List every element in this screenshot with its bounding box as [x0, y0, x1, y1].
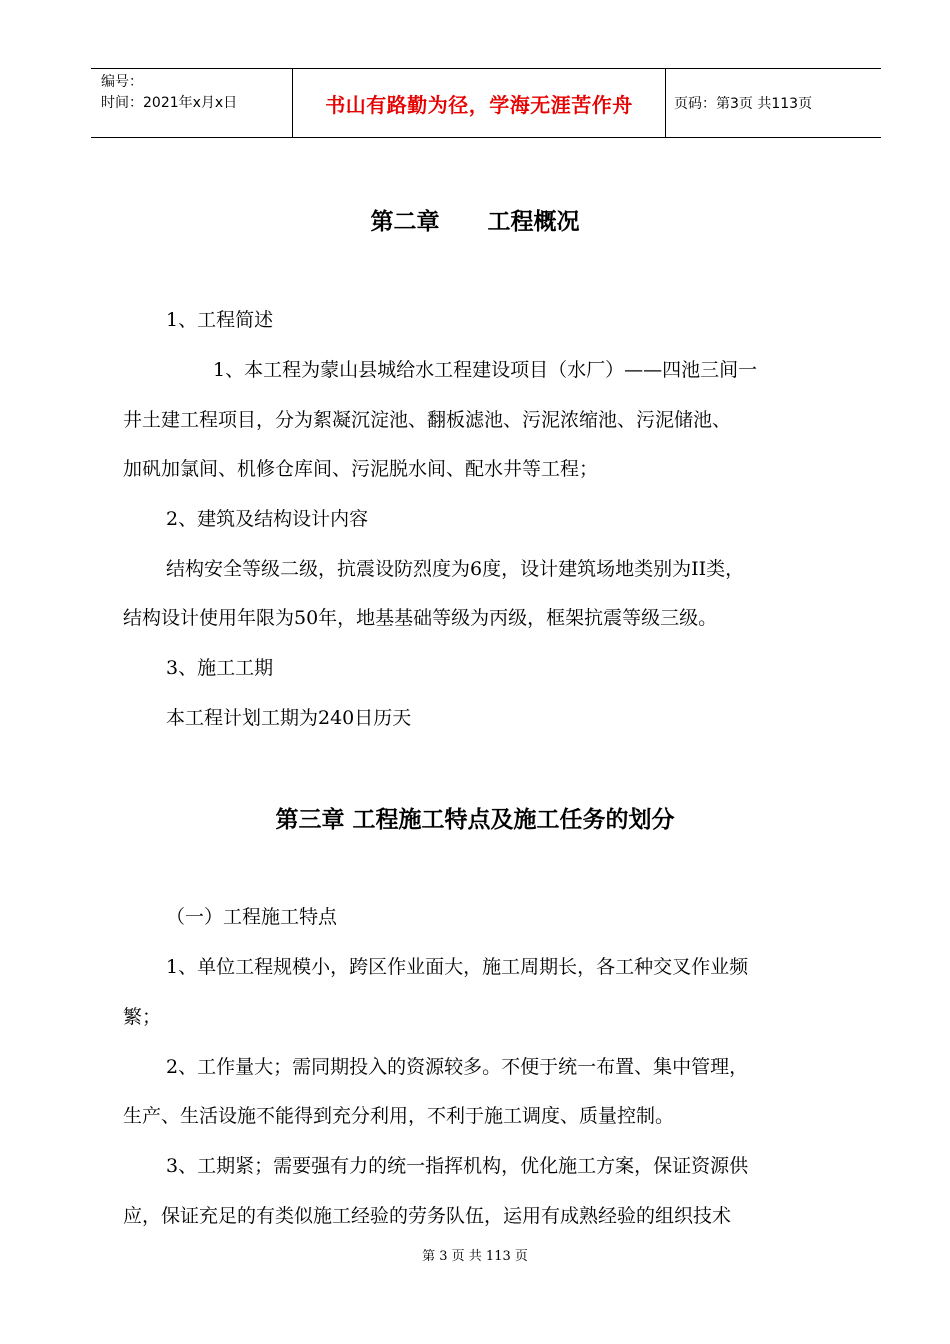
page-header: [91, 68, 881, 138]
page-footer: 第 3 页 共 113 页: [422, 1249, 528, 1264]
paragraph-line: 1、本工程为蒙山县城给水工程建设项目（水厂）——四池三间一: [213, 359, 758, 381]
chapter3-title: 第三章 工程施工特点及施工任务的划分: [275, 807, 675, 833]
paragraph-line: 2、工作量大；需同期投入的资源较多。不便于统一布置、集中管理，: [166, 1056, 749, 1078]
paragraph-line: 繁；: [123, 1006, 162, 1028]
paragraph-line: 3、工期紧；需要强有力的统一指挥机构，优化施工方案，保证资源供: [166, 1155, 749, 1177]
paragraph-line: 加矾加氯间、机修仓库间、污泥脱水间、配水井等工程；: [123, 458, 599, 480]
paragraph-line: 应，保证充足的有类似施工经验的劳务队伍，运用有成熟经验的组织技术: [123, 1205, 732, 1227]
section2-heading: 2、建筑及结构设计内容: [166, 508, 369, 530]
header-meta: [91, 69, 293, 137]
chapter2-title-number: 第二章: [370, 209, 440, 235]
paragraph-line: 结构设计使用年限为50年，地基基础等级为丙级，框架抗震等级三级。: [123, 607, 718, 629]
section3-heading: 3、施工工期: [166, 657, 274, 679]
chapter2-title: [0, 203, 950, 236]
paragraph-line: 1、单位工程规模小，跨区作业面大，施工周期长，各工种交叉作业频: [166, 956, 749, 978]
paragraph-line: 结构安全等级二级，抗震设防烈度为6度，设计建筑场地类别为II类，: [166, 558, 745, 580]
paragraph-line: 本工程计划工期为240日历天: [166, 707, 412, 729]
paragraph-line: 生产、生活设施不能得到充分利用，不利于施工调度、质量控制。: [123, 1105, 675, 1127]
header-motto: 书山有路勤为径，学海无涯苦作舟: [293, 69, 666, 137]
section1-heading: 1、工程简述: [166, 309, 274, 331]
header-page-info: 页码：第3页 共113页: [674, 96, 813, 112]
paragraph-line: 井土建工程项目，分为絮凝沉淀池、翻板滤池、污泥浓缩池、污泥储池、: [123, 409, 732, 431]
subsection-heading: （一）工程施工特点: [166, 906, 338, 928]
time-label: 时间：2021年x月x日: [101, 95, 238, 111]
chapter2-title-text: 工程概况: [487, 209, 580, 235]
number-label: 编号：: [101, 74, 143, 90]
